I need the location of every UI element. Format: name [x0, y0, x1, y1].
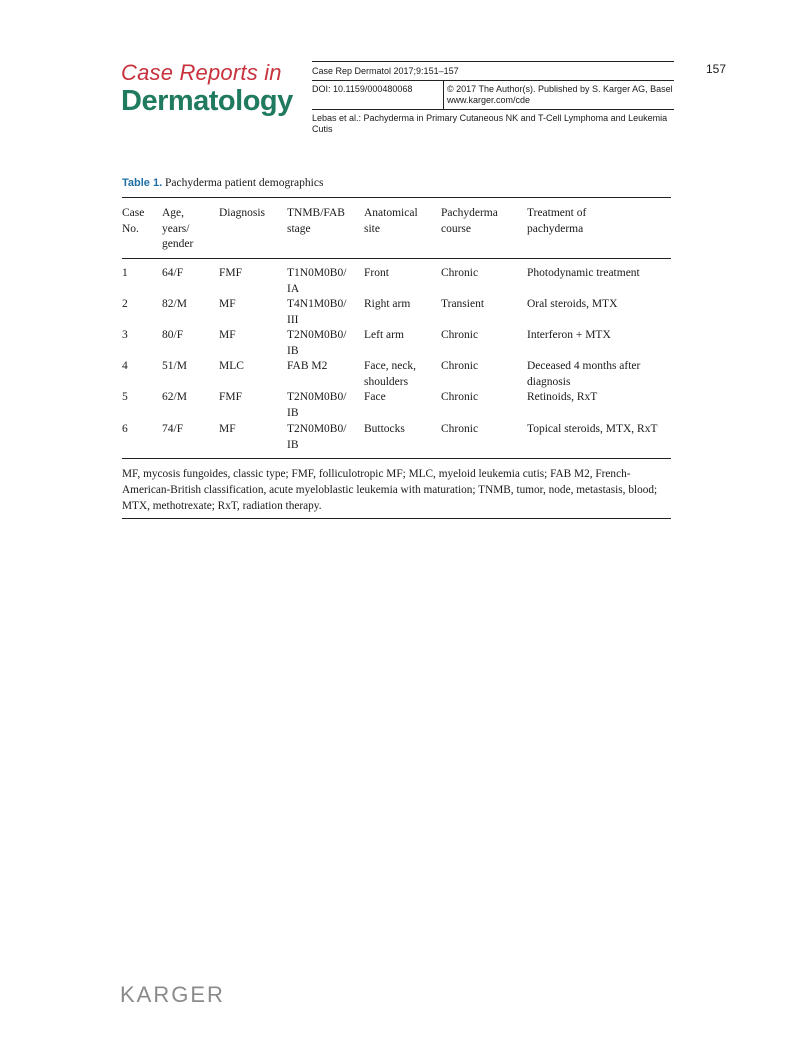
column-header-site: Anatomical site	[364, 207, 418, 235]
cell-age: 62/M	[162, 391, 187, 403]
cell-case: 5	[122, 391, 128, 403]
cell-diagnosis: MF	[219, 298, 236, 310]
cell-treatment: Retinoids, RxT	[527, 391, 598, 403]
cell-course: Chronic	[441, 267, 479, 279]
cell-case: 6	[122, 423, 128, 435]
header-doi: DOI: 10.1159/000480068	[312, 84, 413, 94]
journal-logo-line1: Case Reports in	[121, 60, 282, 85]
header-authors: Lebas et al.: Pachyderma in Primary Cutaneous NK and T-Cell Lymphoma and Leukemia Cutis	[312, 113, 668, 134]
table-header-rule	[122, 258, 671, 259]
cell-site: Front	[364, 267, 389, 279]
table-title: Pachyderma patient demographics	[165, 177, 324, 189]
cell-diagnosis: MLC	[219, 360, 244, 372]
cell-site: Face, neck, shoulders	[364, 360, 417, 388]
cell-stage: T2N0M0B0/ IB	[287, 391, 347, 419]
column-header-course: Pachyderma course	[441, 207, 498, 235]
cell-stage: T2N0M0B0/ IB	[287, 329, 347, 357]
header-divider	[443, 81, 444, 109]
column-header-diagnosis: Diagnosis	[219, 207, 265, 219]
cell-course: Transient	[441, 298, 485, 310]
header-copyright: © 2017 The Author(s). Published by S. Karger AG, Basel www.karger.com/cde	[447, 84, 673, 105]
cell-stage: T2N0M0B0/ IB	[287, 423, 347, 451]
cell-course: Chronic	[441, 329, 479, 341]
cell-stage: FAB M2	[287, 360, 328, 372]
cell-age: 82/M	[162, 298, 187, 310]
column-header-case: Case No.	[122, 207, 145, 235]
header-rule-3	[312, 109, 674, 110]
cell-treatment: Interferon + MTX	[527, 329, 611, 341]
cell-site: Left arm	[364, 329, 404, 341]
table-bottom-rule	[122, 458, 671, 459]
table-caption	[122, 177, 323, 189]
cell-course: Chronic	[441, 360, 479, 372]
cell-site: Buttocks	[364, 423, 405, 435]
cell-age: 64/F	[162, 267, 184, 279]
table-footnote: MF, mycosis fungoides, classic type; FMF, folliculotropic MF; MLC, myeloid leukemia cutis; FAB M2, French-American-British classification, acute myeloblastic leukemia with maturation; TNMB, tumor, node, metastasis, blood; MTX, methotrexate; RxT, radiation therapy.	[122, 468, 658, 512]
cell-diagnosis: MF	[219, 329, 236, 341]
header-citation: Case Rep Dermatol 2017;9:151–157	[312, 66, 459, 76]
column-header-treatment: Treatment of pachyderma	[527, 207, 587, 235]
cell-case: 1	[122, 267, 128, 279]
cell-diagnosis: FMF	[219, 267, 243, 279]
cell-age: 74/F	[162, 423, 184, 435]
cell-site: Face	[364, 391, 386, 403]
footnote-rule	[122, 518, 671, 519]
cell-stage: T4N1M0B0/ III	[287, 298, 347, 326]
journal-logo-line2: Dermatology	[121, 85, 293, 117]
cell-diagnosis: FMF	[219, 391, 243, 403]
cell-age: 51/M	[162, 360, 187, 372]
table-top-rule	[122, 197, 671, 198]
cell-stage: T1N0M0B0/ IA	[287, 267, 347, 295]
page-number: 157	[706, 62, 727, 76]
cell-case: 3	[122, 329, 128, 341]
cell-course: Chronic	[441, 423, 479, 435]
cell-age: 80/F	[162, 329, 184, 341]
publisher-logo: KARGER	[120, 982, 225, 1007]
cell-treatment: Photodynamic treatment	[527, 267, 640, 279]
cell-case: 4	[122, 360, 128, 372]
cell-treatment: Deceased 4 months after diagnosis	[527, 360, 641, 388]
table-label: Table 1.	[122, 177, 163, 189]
cell-course: Chronic	[441, 391, 479, 403]
cell-treatment: Oral steroids, MTX	[527, 298, 618, 310]
cell-diagnosis: MF	[219, 423, 236, 435]
header-rule-2	[312, 80, 674, 81]
header-top-rule	[312, 61, 674, 62]
cell-treatment: Topical steroids, MTX, RxT	[527, 423, 658, 435]
cell-case: 2	[122, 298, 128, 310]
column-header-age: Age, years/ gender	[162, 207, 194, 250]
column-header-stage: TNMB/FAB stage	[287, 207, 345, 235]
cell-site: Right arm	[364, 298, 411, 310]
journal-logo	[121, 60, 301, 116]
